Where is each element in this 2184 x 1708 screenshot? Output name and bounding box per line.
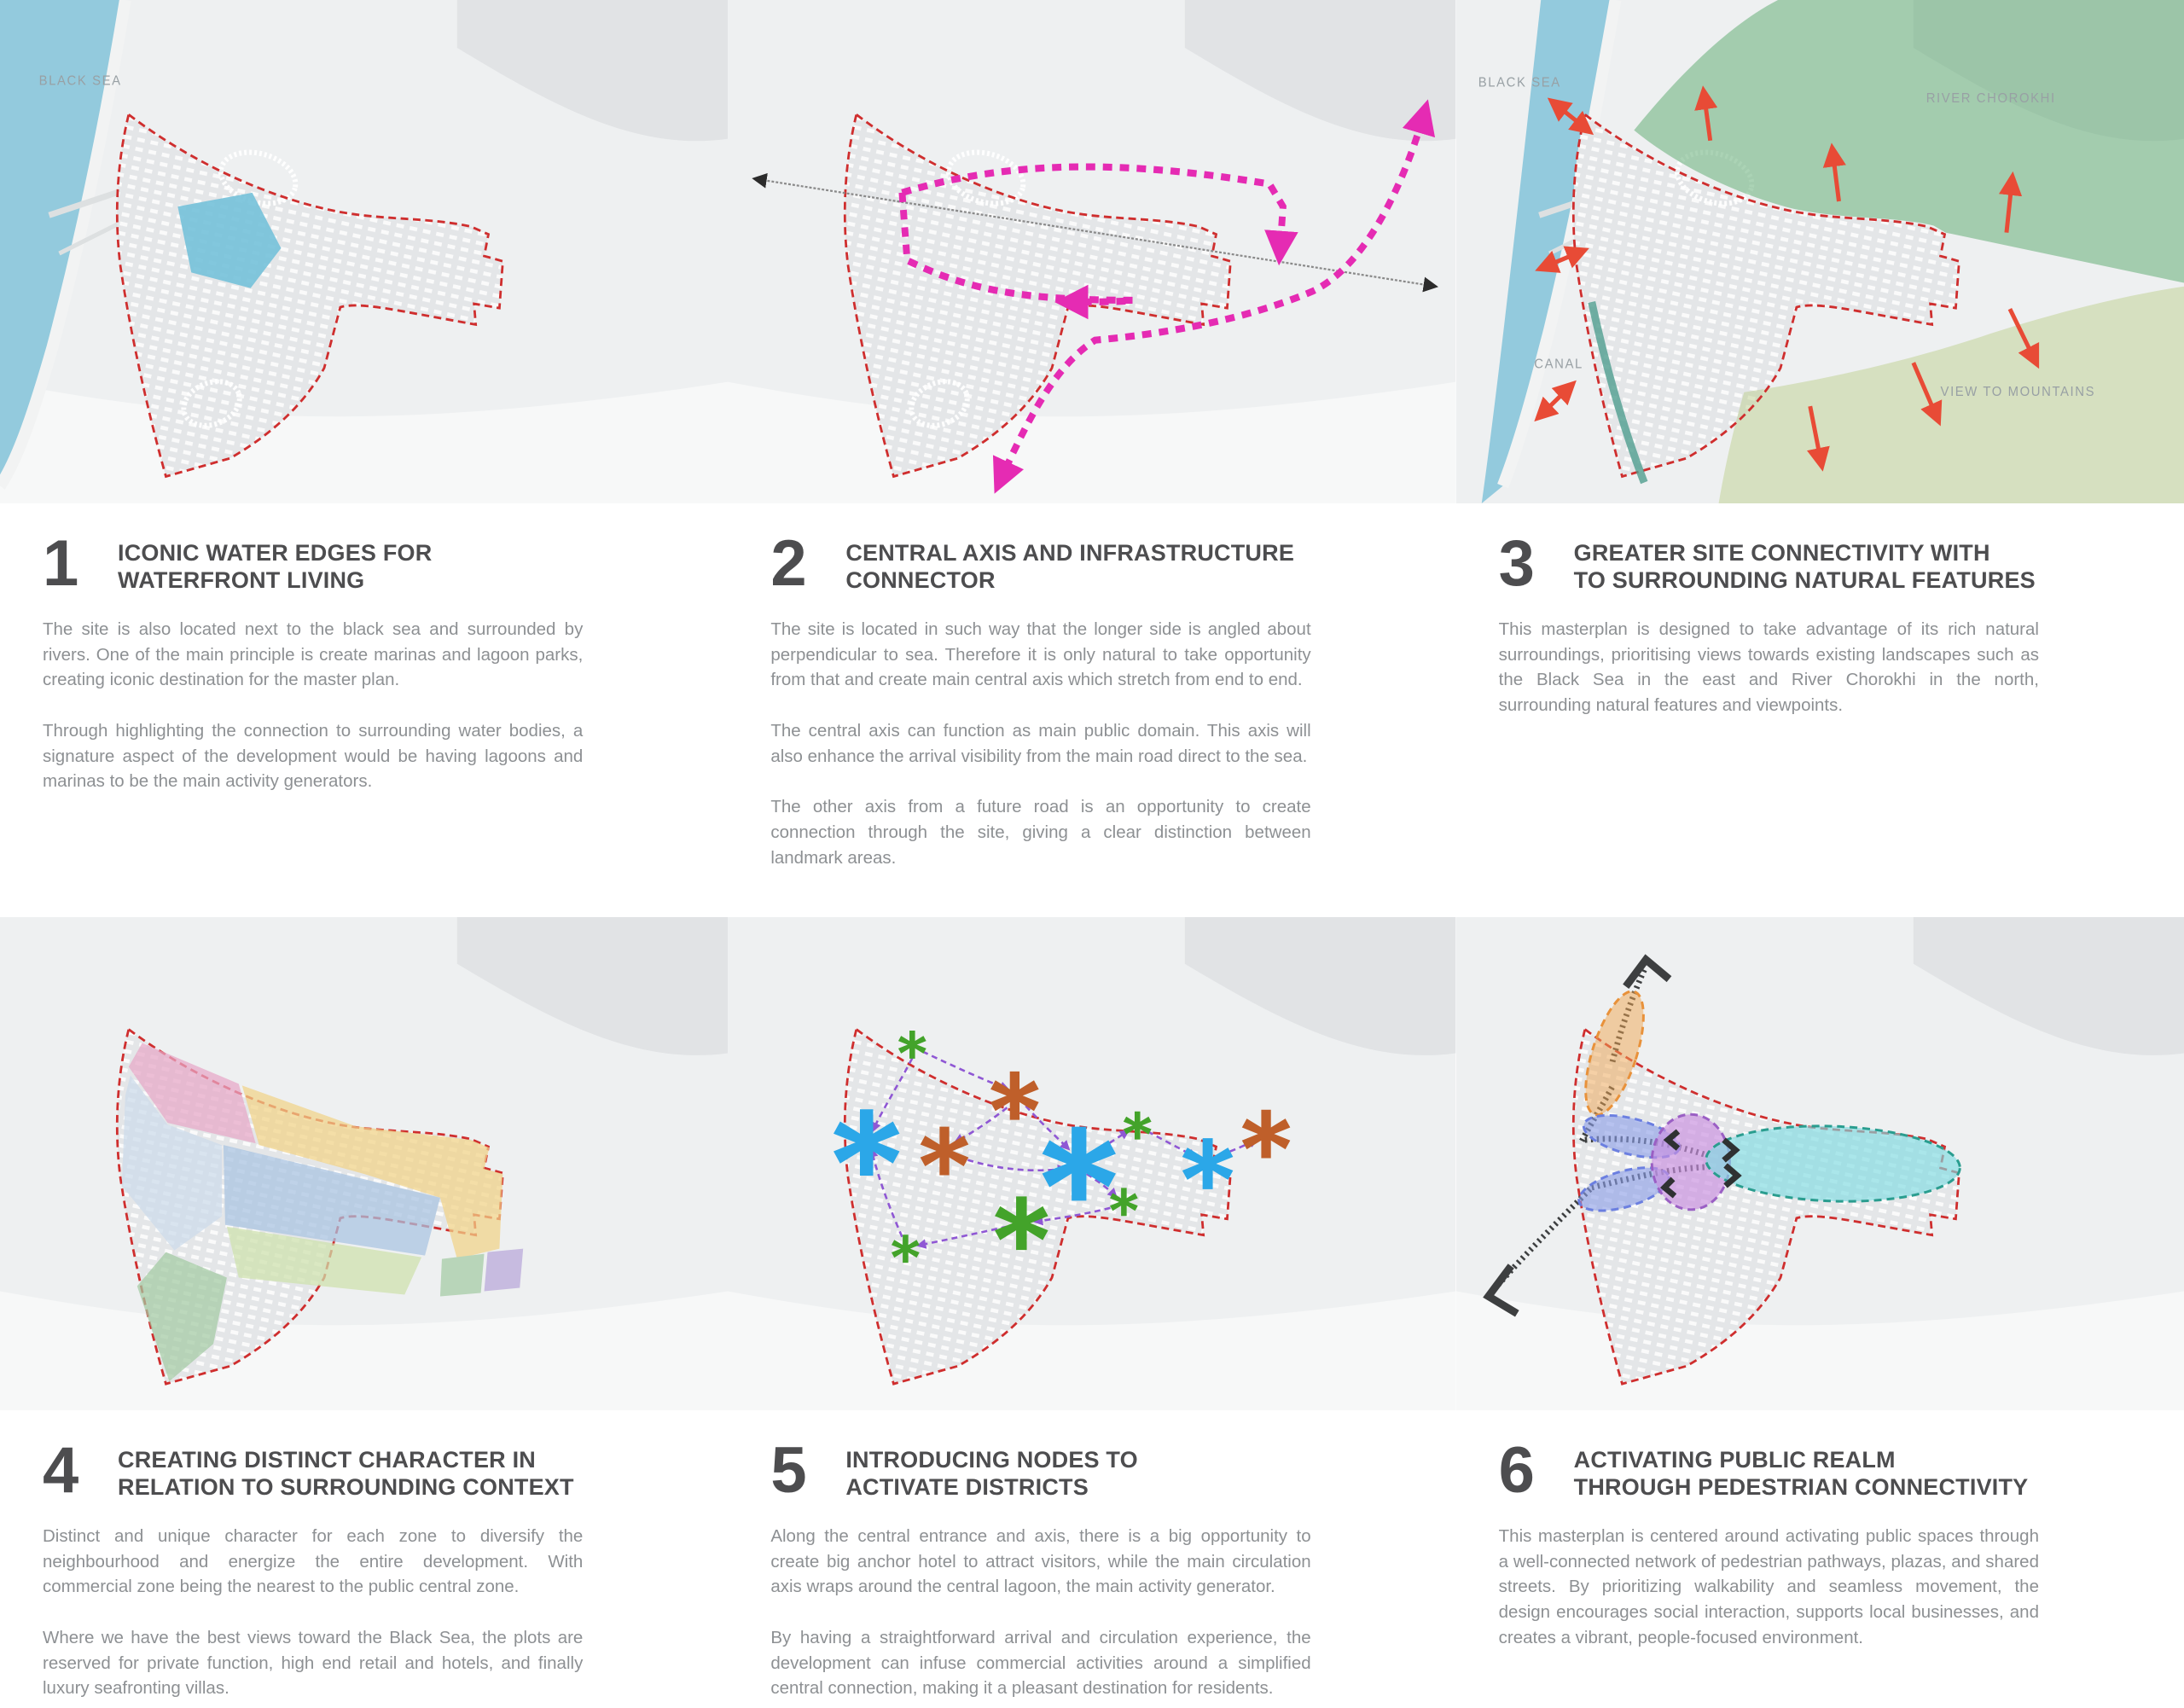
map-4-character-zones [0, 917, 728, 1410]
map-5-nodes [728, 917, 1455, 1410]
paragraph: The other axis from a future road is an opportunity to create connection through the site, giving a clear distinction between landmark areas. [770, 797, 1311, 868]
title-line-2: ACTIVATE DISTRICTS [845, 1474, 1089, 1501]
section-number: 3 [1498, 527, 1535, 600]
paragraph: By having a straightforward arrival and circulation experience, the development can infuse commercial activities around a simplified central connection, making it a pleasant destination for residents. [770, 1627, 1311, 1699]
section-number: 1 [43, 527, 79, 600]
paragraph: Where we have the best views toward the Black Sea, the plots are reserved for private function, high end retail and hotels, and finally luxury seafronting villas. [43, 1627, 584, 1699]
section-number: 2 [770, 527, 807, 600]
title-line-1: GREATER SITE CONNECTIVITY WITH [1573, 540, 1990, 566]
section-2-text [770, 527, 1311, 871]
section-number: 4 [43, 1434, 79, 1507]
title-line-2: CONNECTOR [845, 567, 996, 594]
section-4-text [43, 1434, 584, 1701]
section-3-text [1498, 527, 2039, 718]
title-line-2: WATERFRONT LIVING [118, 567, 365, 594]
black-sea-label: BLACK SEA [38, 73, 122, 89]
title-line-2: TO SURROUNDING NATURAL FEATURES [1573, 567, 2036, 594]
title-line-1: CREATING DISTINCT CHARACTER IN [118, 1447, 536, 1473]
section-number: 6 [1498, 1434, 1535, 1507]
section-title [1574, 1446, 2029, 1502]
paragraph: The site is also located next to the black sea and surrounded by rivers. One of the main principle is create marinas and lagoon parks, creating iconic destination for the master plan. [43, 619, 584, 690]
section-6-public-realm [1456, 917, 2184, 1708]
paragraph: The site is located in such way that the longer side is angled about perpendicular to sea. Therefore it is only natural to take opportunity from that and create main central axis which stretch from end to end. [770, 619, 1311, 690]
section-2-central-axis [728, 0, 1455, 917]
black-sea-label: BLACK SEA [1478, 75, 1561, 90]
section-6-text [1498, 1434, 2039, 1650]
section-title [118, 539, 432, 595]
section-title [118, 1446, 574, 1502]
section-1-text [43, 527, 584, 794]
river-chorokhi-label: RIVER CHOROKHI [1926, 90, 2056, 107]
paragraph: Along the central entrance and axis, there is a big opportunity to create big anchor hotel to attract visitors, while the main circulation axis wraps around the central lagoon, the main activity generator. [770, 1525, 1311, 1597]
section-3-connectivity [1456, 0, 2184, 917]
section-5-nodes [728, 917, 1455, 1708]
zone-purple [485, 1249, 524, 1292]
section-title [1574, 539, 2036, 595]
section-title [845, 539, 1294, 595]
canal-label: CANAL [1533, 357, 1583, 372]
map-1-water-edges [0, 0, 728, 503]
paragraph: Distinct and unique character for each zone to diversify the neighbourhood and energize the entire development. With commercial zone being the nearest to the public central zone. [43, 1525, 584, 1597]
title-line-1: INTRODUCING NODES TO [845, 1447, 1138, 1473]
section-title [845, 1446, 1138, 1502]
section-1-water-edges [0, 0, 728, 917]
title-line-1: CENTRAL AXIS AND INFRASTRUCTURE [845, 540, 1295, 566]
view-to-mountains-label: VIEW TO MOUNTAINS [1940, 384, 2095, 399]
map-2-central-axis [728, 0, 1455, 503]
map-6-public-realm [1456, 917, 2184, 1410]
section-number: 5 [770, 1434, 807, 1507]
title-line-1: ACTIVATING PUBLIC REALM [1573, 1447, 1896, 1473]
map-3-connectivity [1456, 0, 2184, 503]
title-line-2: RELATION TO SURROUNDING CONTEXT [118, 1474, 574, 1501]
paragraph: This masterplan is centered around activating public spaces through a well-connected network of pedestrian pathways, plazas, and shared streets. By prioritizing walkability and seamless movement, the design encourages social interaction, supports local businesses, and creates a vibrant, people-focused environment. [1498, 1525, 2039, 1647]
paragraph: This masterplan is designed to take advantage of its rich natural surroundings, prioritising views towards existing landscapes such as the Black Sea in the east and River Chorokhi in the north, surrounding natural features and viewpoints. [1498, 619, 2039, 715]
paragraph: Through highlighting the connection to surrounding water bodies, a signature aspect of the development would be having lagoons and marinas to be the main activity generators. [43, 720, 584, 792]
section-4-character-zones [0, 917, 728, 1708]
title-line-2: THROUGH PEDESTRIAN CONNECTIVITY [1573, 1474, 2029, 1501]
zone-green-east [440, 1254, 485, 1297]
title-line-1: ICONIC WATER EDGES FOR [118, 540, 433, 566]
paragraph: The central axis can function as main public domain. This axis will also enhance the arrival visibility from the main road direct to the sea. [770, 720, 1311, 766]
section-5-text [770, 1434, 1311, 1701]
